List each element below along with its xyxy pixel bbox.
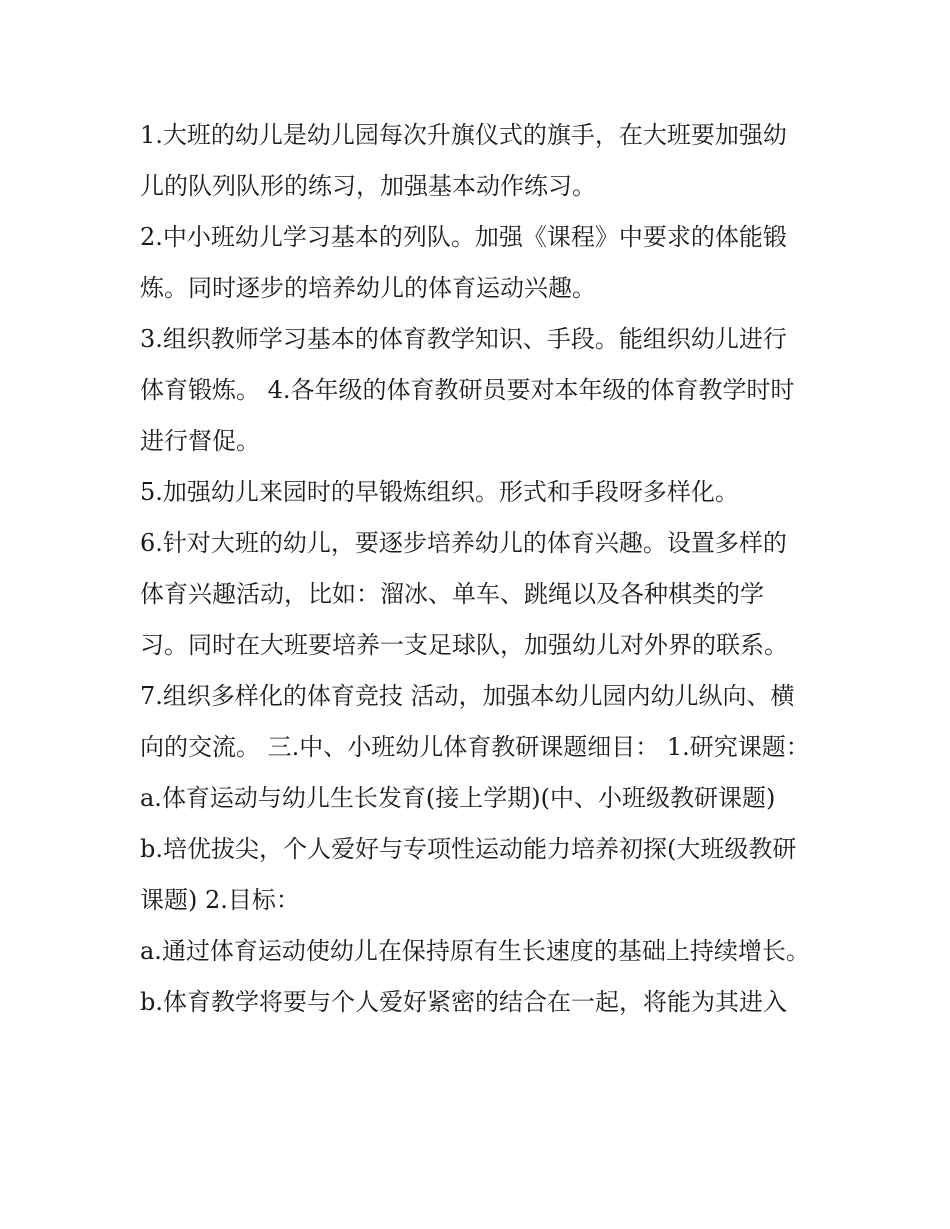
paragraph-3: 3.组织教师学习基本的体育教学知识、手段。能组织幼儿进行体育锻炼。 4.各年级的体育教研员要对本年级的体育教学时时进行督促。 — [140, 325, 795, 455]
paragraph-6: 7.组织多样化的体育竞技 活动，加强本幼儿园内幼儿纵向、横向的交流。 三.中、小班幼儿体育教研课题细目： 1.研究课题： — [140, 682, 810, 761]
paragraph-5: 6.针对大班的幼儿，要逐步培养幼儿的体育兴趣。设置多样的体育兴趣活动，比如：溜冰、单车、跳绳以及各种棋类的学习。同时在大班要培养一支足球队，加强幼儿对外界的联系。 — [140, 529, 788, 659]
paragraph-7: a.体育运动与幼儿生长发育(接上学期)(中、小班级教研课题) — [140, 784, 776, 812]
paragraph-1: 1.大班的幼儿是幼儿园每次升旗仪式的旗手，在大班要加强幼儿的队列队形的练习，加强基本动作练习。 — [140, 121, 787, 200]
paragraph-8: b.培优拔尖，个人爱好与专项性运动能力培养初探(大班级教研课题) 2.目标： — [140, 835, 797, 914]
document-body — [140, 110, 810, 1028]
paragraph-4: 5.加强幼儿来园时的早锻炼组织。形式和手段呀多样化。 — [140, 478, 739, 506]
paragraph-10: b.体育教学将要与个人爱好紧密的结合在一起，将能为其进入 — [140, 988, 787, 1016]
paragraph-9: a.通过体育运动使幼儿在保持原有生长速度的基础上持续增长。 — [140, 937, 810, 965]
paragraph-2: 2.中小班幼儿学习基本的列队。加强《课程》中要求的体能锻炼。同时逐步的培养幼儿的体育运动兴趣。 — [140, 223, 787, 302]
